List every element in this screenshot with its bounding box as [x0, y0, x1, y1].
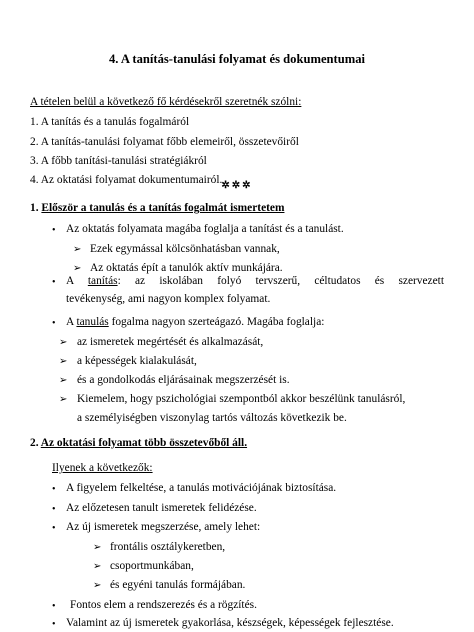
topic-item: 1. A tanítás és a tanulás fogalmáról: [30, 116, 190, 128]
paragraph: [66, 316, 324, 329]
list-item: Valamint az új ismeretek gyakorlása, készségek, képességek fejlesztése.: [66, 617, 394, 629]
bullet-icon: •: [52, 225, 56, 236]
sub-item: Kiemelem, hogy pszichológiai szempontból akkor beszélünk tanulásról,: [77, 393, 406, 405]
bullet-icon: •: [52, 318, 56, 329]
bullet-icon: •: [52, 619, 56, 630]
section-title: Először a tanulás és a tanítás fogalmát ismertetem: [41, 202, 285, 214]
text-fragment: fogalma nagyon szerteágazó. Magába foglalja:: [108, 316, 325, 328]
section-separator: ✲✲✲: [221, 180, 253, 191]
list-item: Az új ismeretek megszerzése, amely lehet:: [66, 521, 261, 533]
intro-text: A tételen belül a következő fő kérdésekről szeretnék szólni:: [30, 96, 302, 108]
bullet-icon: •: [52, 277, 56, 288]
sub-item: csoportmunkában,: [110, 560, 194, 572]
arrow-bullet-icon: ➢: [59, 356, 68, 367]
sub-item: Az oktatás épít a tanulók aktív munkájára.: [90, 262, 283, 274]
arrow-bullet-icon: ➢: [59, 337, 68, 348]
sub-item: Ezek egymással kölcsönhatásban vannak,: [90, 243, 280, 255]
section-title: Az oktatási folyamat több összetevőből áll.: [40, 437, 248, 449]
topic-item: 3. A főbb tanítási-tanulási stratégiákról: [30, 155, 207, 167]
topic-item: 4. Az oktatási folyamat dokumentumairól.: [30, 174, 223, 186]
section-number: 2.: [30, 437, 41, 449]
sub-item: a személyiségben viszonylag tartós változás következik be.: [77, 412, 347, 424]
paragraph-line: tevékenység, ami nagyon komplex folyamat.: [66, 293, 271, 305]
bullet-icon: •: [52, 484, 56, 495]
arrow-bullet-icon: ➢: [73, 263, 82, 274]
sub-item: az ismeretek megértését és alkalmazását,: [77, 336, 264, 348]
arrow-bullet-icon: ➢: [93, 580, 102, 591]
list-item: A figyelem felkeltése, a tanulás motivációjának biztosítása.: [66, 482, 337, 494]
text-fragment: A: [66, 275, 88, 287]
list-intro: Ilyenek a következők:: [52, 462, 153, 474]
arrow-bullet-icon: ➢: [59, 375, 68, 386]
bullet-icon: •: [52, 601, 56, 612]
term: tanítás: [87, 275, 118, 287]
section-number: 1.: [30, 202, 42, 214]
sub-item: a képességek kialakulását,: [77, 355, 197, 367]
text-fragment: : az iskolában folyó tervszerű, céltudatos és szervezett: [117, 275, 444, 287]
sub-item: frontális osztálykeretben,: [110, 541, 226, 553]
topic-item: 2. A tanítás-tanulási folyamat főbb elemeiről, összetevőiről: [30, 136, 299, 148]
arrow-bullet-icon: ➢: [93, 542, 102, 553]
paragraph-line: [66, 275, 444, 288]
sub-item: és egyéni tanulás formájában.: [110, 579, 246, 591]
list-item: Fontos elem a rendszerezés és a rögzítés.: [70, 599, 257, 611]
sub-item: és a gondolkodás eljárásainak megszerzését is.: [77, 374, 290, 386]
bullet-icon: •: [52, 504, 56, 515]
text-fragment: A: [66, 316, 77, 328]
bullet-icon: •: [52, 523, 56, 534]
paragraph: Az oktatás folyamata magába foglalja a tanítást és a tanulást.: [66, 223, 344, 235]
arrow-bullet-icon: ➢: [73, 244, 82, 255]
arrow-bullet-icon: ➢: [93, 561, 102, 572]
page-title: 4. A tanítás-tanulási folyamat és dokumentumai: [108, 52, 366, 66]
section-heading: [30, 437, 247, 450]
arrow-bullet-icon: ➢: [59, 394, 68, 405]
term: tanulás: [76, 316, 109, 328]
list-item: Az előzetesen tanult ismeretek felidézése.: [66, 502, 257, 514]
paragraph: [66, 275, 444, 288]
section-heading: [30, 202, 284, 215]
